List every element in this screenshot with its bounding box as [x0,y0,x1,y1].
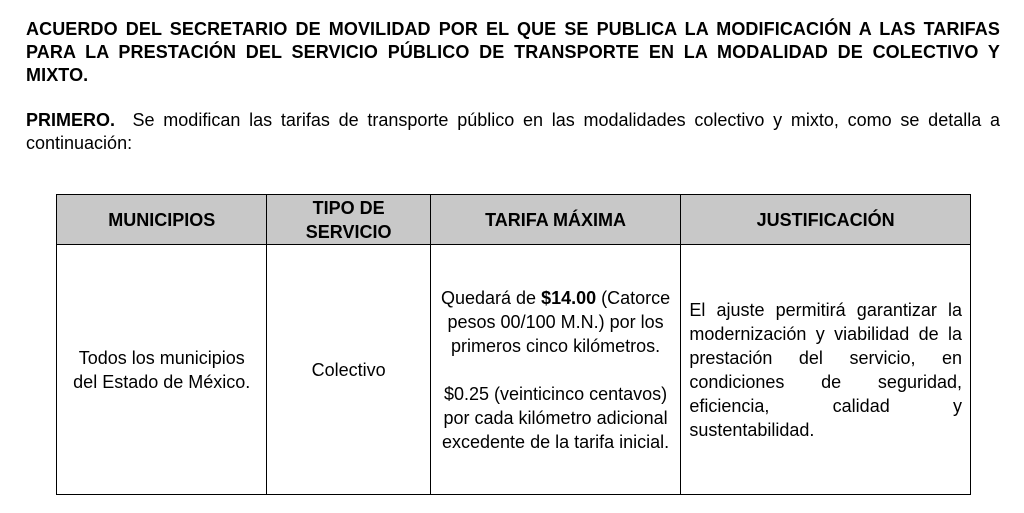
article-paragraph [26,109,1000,155]
header-municipios: MUNICIPIOS [57,195,267,245]
cell-tarifa-maxima [430,245,681,495]
tariff-table [56,194,971,495]
tarifa-base-suffix: (Catorce pesos 00/100 M.N.) por los primeros cinco kilómetros. [447,287,671,356]
table-header-row [57,195,971,245]
article-text: Se modifican las tarifas de transporte público en las modalidades colectivo y mixto, como se detalla a continuación: [26,110,1000,153]
tarifa-text-block [439,286,673,454]
tarifa-additional-fare: $0.25 (veinticinco centavos) por cada kilómetro adicional excedente de la tarifa inicial. [442,383,670,452]
article-lead: PRIMERO. [26,110,116,130]
header-tarifa-maxima: TARIFA MÁXIMA [430,195,681,245]
cell-tipo-de-servicio: Colectivo [267,245,430,495]
cell-municipios: Todos los municipios del Estado de México. [57,245,267,495]
tarifa-base-amount: $14.00 [541,287,597,308]
table-row [57,245,971,495]
cell-justificacion: El ajuste permitirá garantizar la modernización y viabilidad de la prestación del servicio, en condiciones de seguridad, eficiencia, calidad y sustentabilidad. [681,245,971,495]
tarifa-base-prefix: Quedará de [440,287,542,308]
header-justificacion: JUSTIFICACIÓN [681,195,971,245]
header-tipo-de-servicio: TIPO DE SERVICIO [267,195,430,245]
document-heading: ACUERDO DEL SECRETARIO DE MOVILIDAD POR EL QUE SE PUBLICA LA MODIFICACIÓN A LAS TARIFAS PARA LA PRESTACIÓN DEL SERVICIO PÚBLICO DE TRANSPORTE EN LA MODALIDAD DE COLECTIVO Y MIXTO. [26,19,1000,85]
tarifa-base-fare [439,286,673,358]
